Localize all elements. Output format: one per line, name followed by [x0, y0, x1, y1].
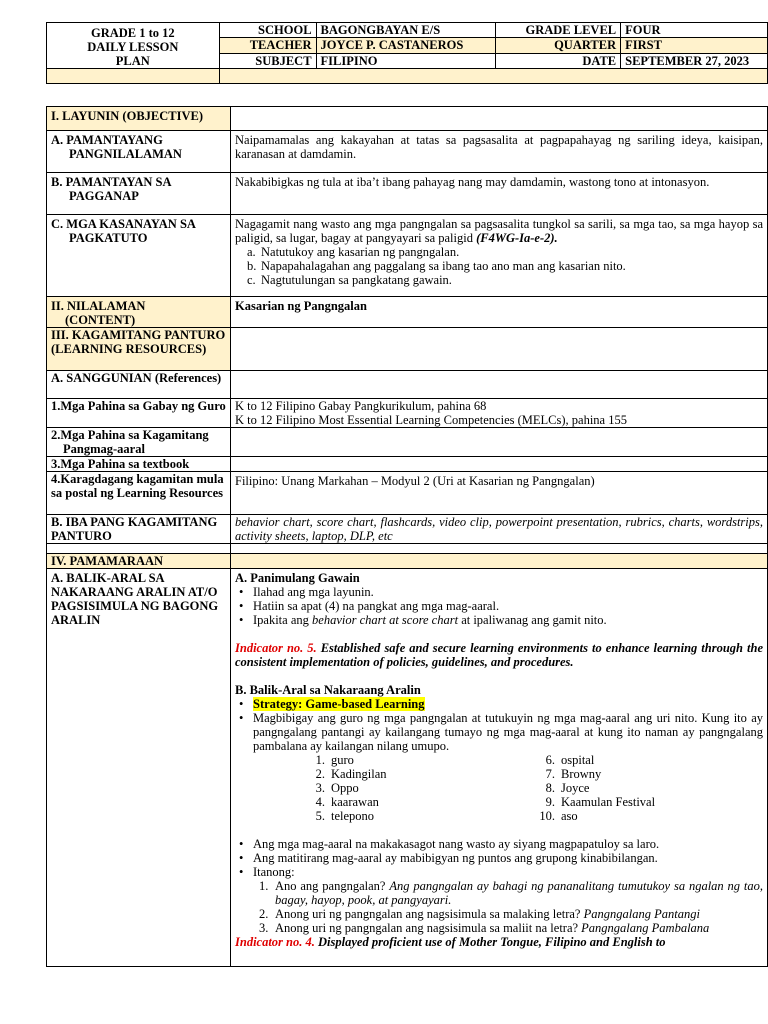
list-item: c. Nagtutulungan sa pangkatang gawain.: [247, 273, 763, 287]
header-blank-left: [47, 69, 220, 84]
resources-heading-blank: [231, 328, 768, 371]
performance-standard-text: Nakabibigkas ng tula at iba’t ibang pahayag nang may damdamin, wastong tono at intonasyon.: [231, 173, 768, 215]
list-item: 3. Anong uri ng pangngalan ang nagsisimula sa maliit na letra? Pangngalang Pambalana: [259, 921, 710, 935]
list-item: • Ang mga mag-aaral na makakasagot nang wasto ay siyang magpapatuloy sa laro.: [249, 837, 763, 851]
teacher-guide-text: K to 12 Filipino Gabay Pangkurikulum, pahina 68 K to 12 Filipino Most Essential Learning Competencies (MELCs), pahina 155: [231, 399, 768, 428]
objectives-heading-blank: [231, 107, 768, 131]
additional-materials-text: Filipino: Unang Markahan – Modyul 2 (Uri at Kasarian ng Pangngalan): [231, 472, 768, 515]
spacer-left: [47, 544, 231, 554]
list-item: 8. Joyce: [545, 781, 590, 795]
list-item: 7. Browny: [545, 767, 602, 781]
content-standard-text: Naipamamalas ang kakayahan at tatas sa pagsasalita at pagpapahayag ng sariling ideya, kaisipan, karanasan at damdamin.: [231, 131, 768, 173]
school-value: BAGONGBAYAN E/S: [316, 23, 496, 38]
question-list: [235, 879, 763, 935]
strategy-highlight: Strategy: Game-based Learning: [253, 697, 425, 711]
procedure-heading: IV. PAMAMARAAN: [47, 554, 231, 569]
textbook-blank: [231, 457, 768, 472]
textbook-label: 3.Mga Pahina sa textbook: [47, 457, 231, 472]
quarter-value: FIRST: [621, 38, 768, 53]
additional-materials-label: 4.Karagdagang kagamitan mula sa postal ng Learning Resources: [47, 472, 231, 515]
list-item: • Ilahad ang mga layunin.: [249, 585, 763, 599]
noun-column-right: [533, 753, 763, 823]
competencies-text: Nagagamit nang wasto ang mga pangngalan sa pagsasalita tungkol sa sarili, sa mga tao, sa mga hayop sa paligid, sa lugar, bagay at pangyayari sa paligid (F4WG-Ia-e-2). a. Natutukoy ang kasarian ng pangngalan. b. Napapahalagahan ang paggalang sa ibang tao ano man ang kasarian nito. c. Nagtutulungan sa pangkatang gawain.: [231, 215, 768, 297]
date-value: SEPTEMBER 27, 2023: [621, 53, 768, 68]
references-label: A. SANGGUNIAN (References): [47, 371, 231, 399]
subject-value: FILIPINO: [316, 53, 496, 68]
resources-heading: III. KAGAMITANG PANTURO (LEARNING RESOURCES): [47, 328, 231, 371]
header-table: [46, 22, 768, 84]
performance-standard-label: B. PAMANTAYAN SA PAGGANAP: [47, 173, 231, 215]
list-item: a. Natutukoy ang kasarian ng pangngalan.: [247, 245, 763, 259]
list-item: 1. Ano ang pangngalan? Ang pangngalan ay bahagi ng pananalitang tumutukoy sa ngalan ng tao, bagay, hayop, pook, at pangyayari.: [259, 879, 763, 907]
list-item: 6. ospital: [545, 753, 595, 767]
subject-label: SUBJECT: [219, 53, 316, 68]
learner-material-label: 2.Mga Pahina sa Kagamitang Pangmag-aaral: [47, 428, 231, 457]
list-item: 5. telepono: [315, 809, 375, 823]
list-item: 3. Oppo: [315, 781, 359, 795]
review-label: A. BALIK-ARAL SA NAKARAANG ARALIN AT/O PAGSISIMULA NG BAGONG ARALIN: [47, 569, 231, 967]
list-item: 1. guro: [315, 753, 354, 767]
teacher-label: TEACHER: [219, 38, 316, 53]
quarter-label: QUARTER: [496, 38, 621, 53]
teacher-guide-label: 1.Mga Pahina sa Gabay ng Guro: [47, 399, 231, 428]
list-item: • Magbibigay ang guro ng mga pangngalan at tutukuyin ng mga mag-aaral ang uri nito. Kung ito ay pangngalang pantangi ay kailangang tumayo ng mga mag-aaral at kung ito naman ay pangngalang pambalana ay kailangan nilang umupo.: [249, 711, 763, 753]
procedure-body: [231, 569, 768, 967]
lesson-table: [46, 106, 768, 967]
competencies-label: C. MGA KASANAYAN SA PAGKATUTO: [47, 215, 231, 297]
indicator-4: Indicator no. 4. Displayed proficient use of Mother Tongue, Filipino and English to: [235, 935, 666, 949]
noun-list: [235, 753, 763, 823]
teacher-value: JOYCE P. CASTANEROS: [316, 38, 496, 53]
other-materials-label: B. IBA PANG KAGAMITANG PANTURO: [47, 515, 231, 544]
content-heading: II. NILALAMAN (CONTENT): [47, 297, 231, 328]
other-materials-text: behavior chart, score chart, flashcards, video clip, powerpoint presentation, rubrics, charts, wordstrips, activity sheets, laptop, DLP, etc: [231, 515, 768, 544]
list-item: • Itanong:: [249, 865, 763, 879]
content-standard-label: A. PAMANTAYANG PANGNILALAMAN: [47, 131, 231, 173]
competency-list: [235, 245, 763, 287]
strategy-bullets: [235, 697, 763, 753]
sub-heading-a: A. Panimulang Gawain: [235, 571, 360, 585]
list-item: 9. Kaamulan Festival: [545, 795, 656, 809]
grade-level-value: FOUR: [621, 23, 768, 38]
content-value: Kasarian ng Pangngalan: [231, 297, 768, 328]
list-item: 4. kaarawan: [315, 795, 379, 809]
date-label: DATE: [496, 53, 621, 68]
spacer-right: [231, 544, 768, 554]
intro-bullets: [235, 585, 763, 627]
list-item: [249, 697, 763, 711]
school-label: SCHOOL: [219, 23, 316, 38]
list-item: 2. Kadingilan: [315, 767, 387, 781]
list-item: • Ang matitirang mag-aaral ay mabibigyan ng puntos ang grupong kinabibilangan.: [249, 851, 763, 865]
noun-column-left: [303, 753, 533, 823]
references-blank: [231, 371, 768, 399]
plan-title: GRADE 1 to 12 DAILY LESSON PLAN: [47, 23, 220, 69]
list-item: • Hatiin sa apat (4) na pangkat ang mga mag-aaral.: [249, 599, 763, 613]
learner-material-blank: [231, 428, 768, 457]
objectives-heading: I. LAYUNIN (OBJECTIVE): [47, 107, 231, 131]
sub-heading-b: B. Balik-Aral sa Nakaraang Aralin: [235, 683, 421, 697]
grade-level-label: GRADE LEVEL: [496, 23, 621, 38]
game-bullets: [235, 837, 763, 879]
indicator-5: Indicator no. 5. Established safe and secure learning environments to enhance learning through the consistent implementation of policies, guidelines, and procedures.: [235, 641, 763, 669]
procedure-heading-blank: [231, 554, 768, 569]
list-item: • Ipakita ang behavior chart at score chart at ipaliwanag ang gamit nito.: [249, 613, 763, 627]
list-item: 10. aso: [539, 809, 578, 823]
list-item: 2. Anong uri ng pangngalan ang nagsisimula sa malaking letra? Pangngalang Pantangi: [259, 907, 700, 921]
header-blank-right: [219, 69, 767, 84]
list-item: b. Napapahalagahan ang paggalang sa ibang tao ano man ang kasarian nito.: [247, 259, 763, 273]
